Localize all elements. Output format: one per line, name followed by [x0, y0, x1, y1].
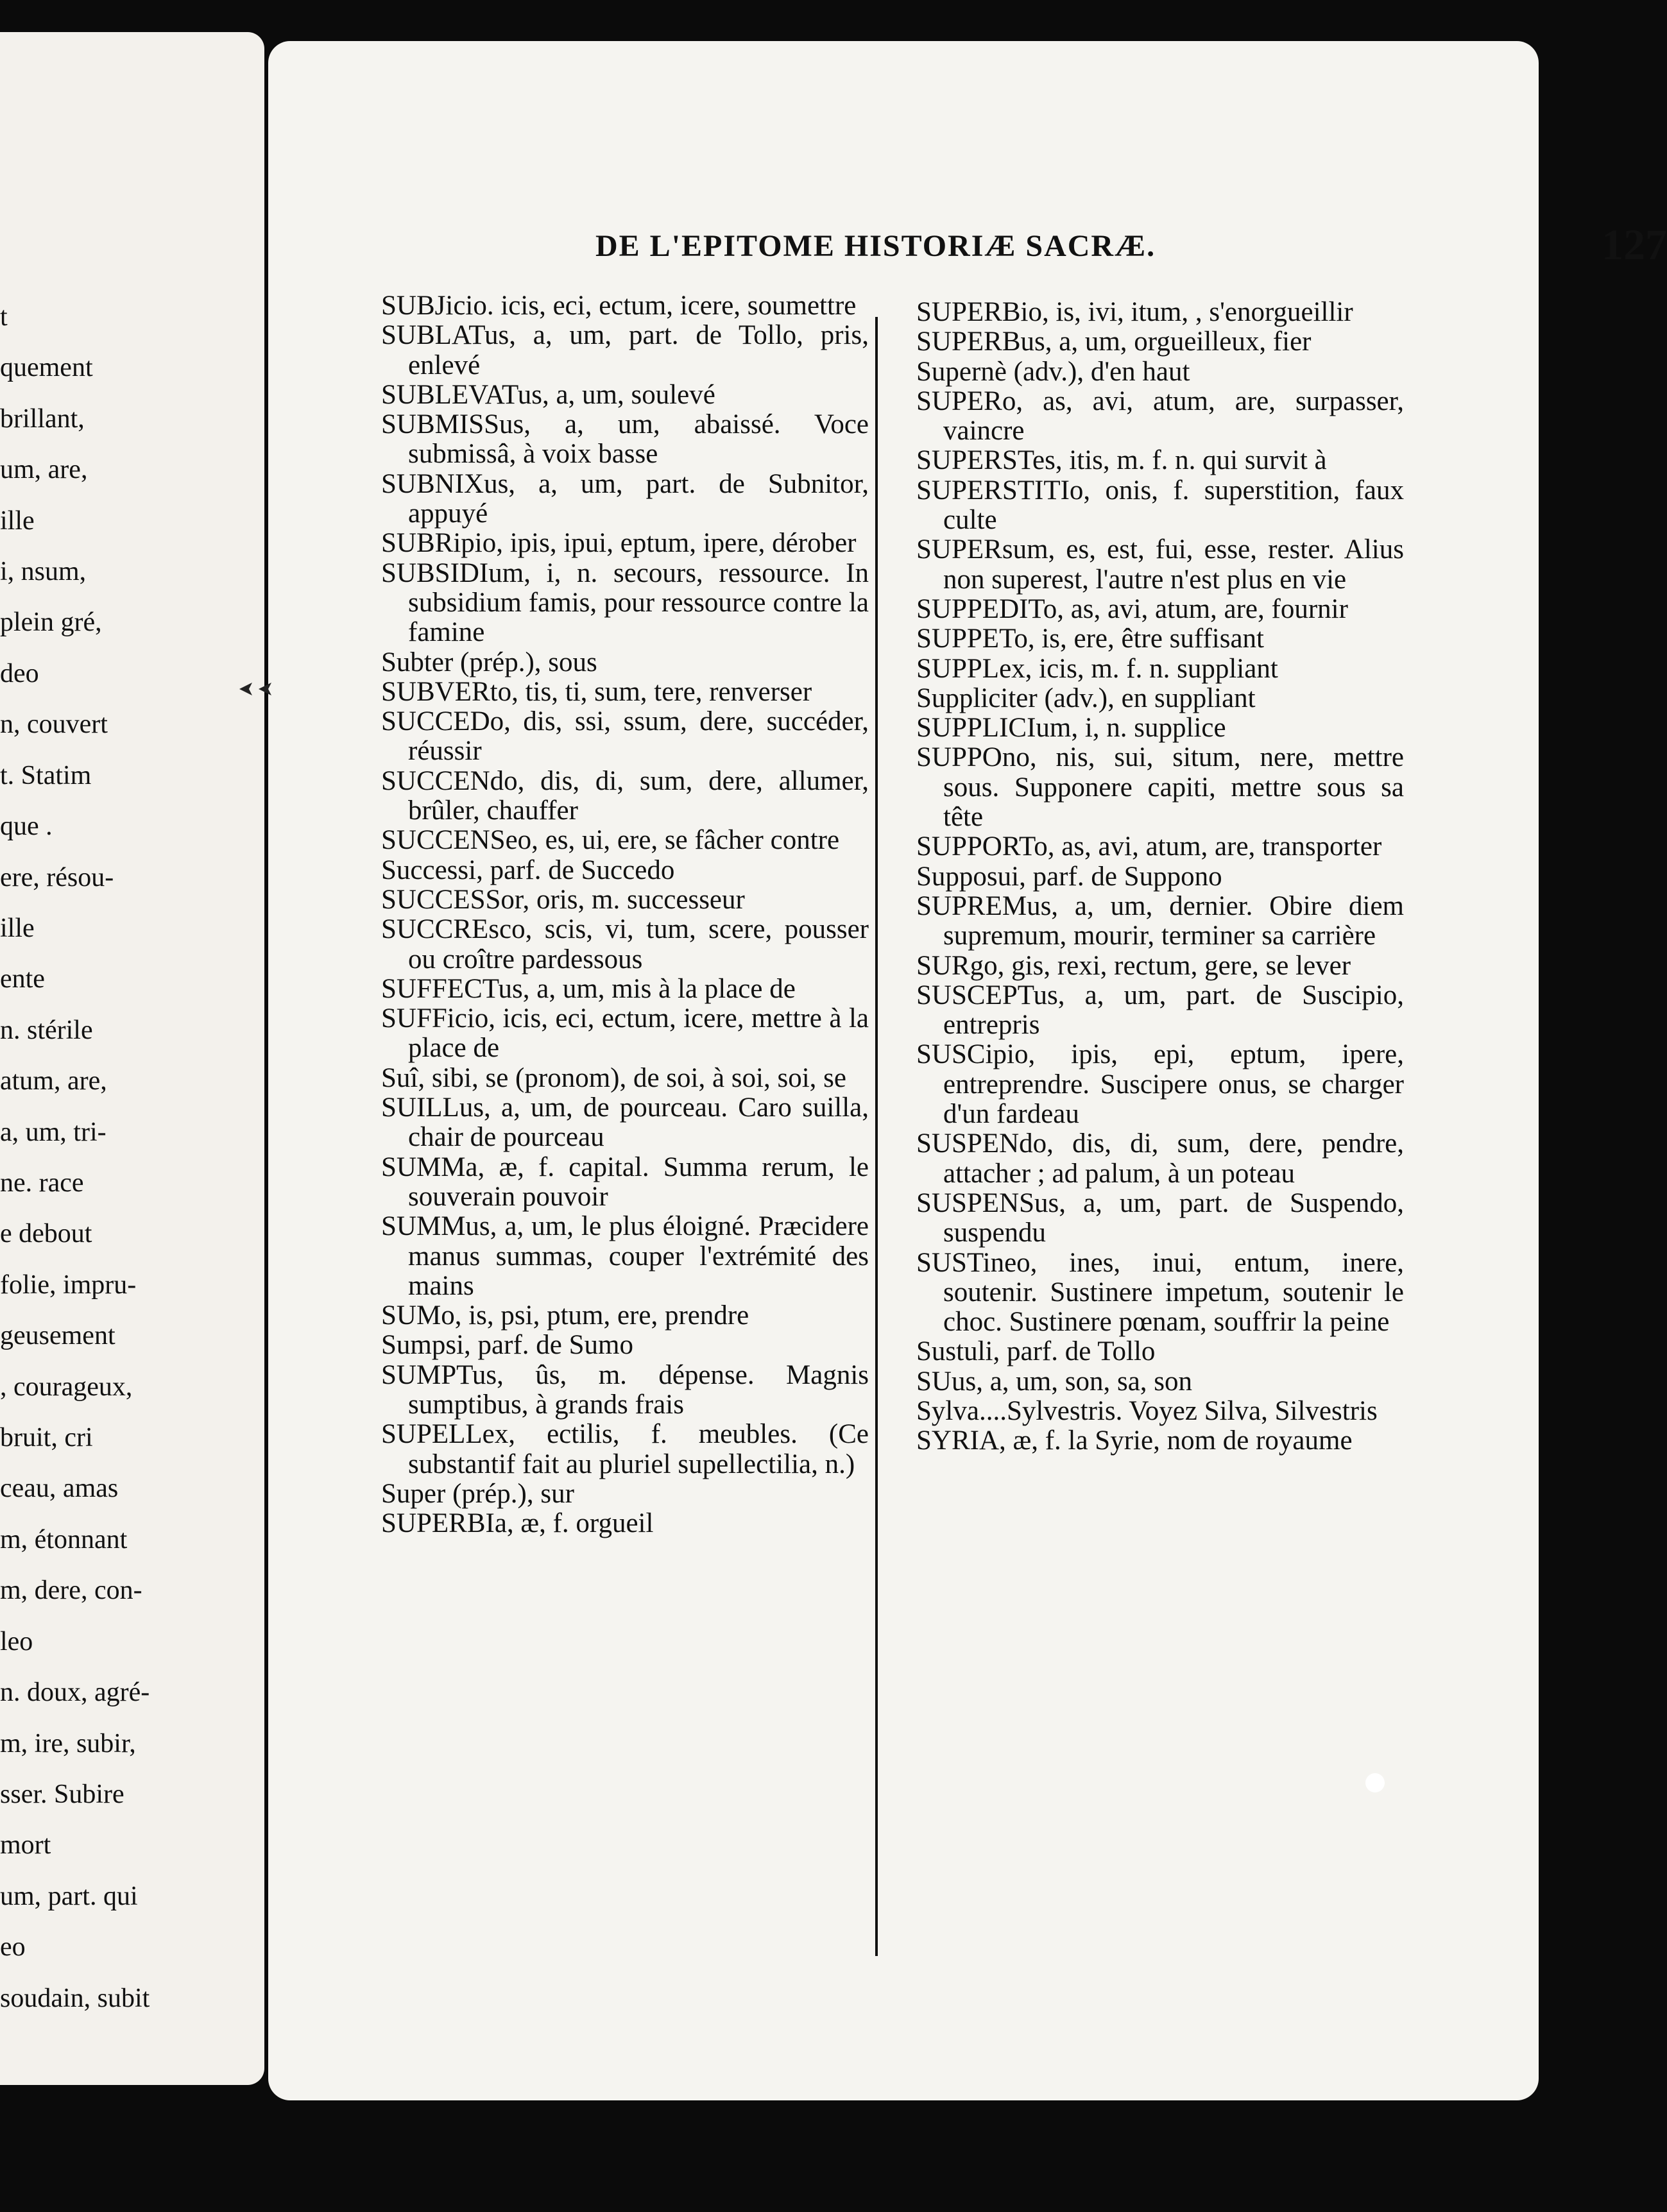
- paper-speck: [1365, 1773, 1385, 1792]
- dictionary-entry: SUPPETo, is, ere, être suffisant: [916, 624, 1264, 654]
- dictionary-entry: Super (prép.), sur: [381, 1478, 574, 1509]
- left-page-fragment: ille: [0, 506, 35, 536]
- dictionary-entry: SUSCipio, ipis, epi, eptum, ipere, entreprendre. Suscipere onus, se charger d'un fardeau: [916, 1039, 1404, 1130]
- dictionary-entry: SUPPEDITo, as, avi, atum, are, fournir: [916, 593, 1348, 624]
- page-number: 127: [1602, 220, 1667, 269]
- dictionary-entry: SYRIA, æ, f. la Syrie, nom de royaume: [916, 1425, 1353, 1456]
- dictionary-entry: SUSPENSus, a, um, part. de Suspendo, suspendu: [916, 1187, 1404, 1248]
- dictionary-entry: SUMMus, a, um, le plus éloigné. Præcidere manus summas, couper l'extrémité des mains: [381, 1211, 869, 1301]
- dictionary-entry: Sylva....Sylvestris. Voyez Silva, Silvestris: [916, 1395, 1378, 1426]
- running-title: DE L'EPITOME HISTORIÆ SACRÆ.: [595, 229, 1156, 263]
- left-page-fragment: t. Statim: [0, 760, 92, 790]
- left-page-fragment: atum, are,: [0, 1066, 107, 1096]
- left-page-fragment: , courageux,: [0, 1372, 133, 1402]
- binding-mark-icon: [236, 670, 275, 708]
- dictionary-entry: SUBVERto, tis, ti, sum, tere, renverser: [381, 676, 812, 707]
- column-divider: [875, 317, 878, 1956]
- dictionary-entry: SUus, a, um, son, sa, son: [916, 1366, 1193, 1397]
- dictionary-entry: SUPREMus, a, um, dernier. Obire diem supremum, mourir, terminer sa carrière: [916, 890, 1404, 951]
- dictionary-entry: Subter (prép.), sous: [381, 647, 597, 677]
- dictionary-entry: SUMo, is, psi, ptum, ere, prendre: [381, 1300, 749, 1331]
- dictionary-entry: SUBRipio, ipis, ipui, eptum, ipere, dérober: [381, 528, 857, 559]
- dictionary-entry: SUCCREsco, scis, vi, tum, scere, pousser ou croître pardessous: [381, 914, 869, 974]
- dictionary-entry: SUBMISSus, a, um, abaissé. Voce submissâ, à voix basse: [381, 409, 869, 470]
- dictionary-entry: SUBLATus, a, um, part. de Tollo, pris, enlevé: [381, 320, 869, 380]
- left-page-fragment: ceau, amas: [0, 1474, 119, 1504]
- dictionary-entry: SUPPOno, nis, sui, situm, nere, mettre sous. Supponere capiti, mettre sous sa tête: [916, 742, 1404, 833]
- page-header: [595, 219, 1667, 271]
- dictionary-entry: SUPERBio, is, ivi, itum, , s'enorgueillir: [916, 297, 1353, 327]
- dictionary-entry: SUCCENSeo, es, ui, ere, se fâcher contre: [381, 825, 840, 856]
- dictionary-entry: SUPERSTITIo, onis, f. superstition, faux culte: [916, 475, 1404, 536]
- left-page-fragment: n, couvert: [0, 710, 108, 740]
- dictionary-entry: SUBJicio. icis, eci, ectum, icere, soumettre: [381, 291, 857, 321]
- left-page-fragment: quement: [0, 353, 93, 383]
- dictionary-entry: SUSCEPTus, a, um, part. de Suscipio, entrepris: [916, 980, 1404, 1041]
- left-page-fragment: e debout: [0, 1219, 92, 1249]
- dictionary-entry: SUSTineo, ines, inui, entum, inere, soutenir. Sustinere impetum, soutenir le choc. Sustinere pœnam, souffrir la peine: [916, 1247, 1404, 1338]
- left-page-fragment: t: [0, 302, 8, 332]
- dictionary-entry: SUPERBIa, æ, f. orgueil: [381, 1508, 654, 1539]
- dictionary-entry: SUFFicio, icis, eci, ectum, icere, mettre à la place de: [381, 1003, 869, 1064]
- left-page-fragment: um, part. qui: [0, 1881, 138, 1911]
- left-page-fragment: brillant,: [0, 404, 85, 434]
- dictionary-entry: Successi, parf. de Succedo: [381, 855, 675, 885]
- dictionary-entry: SUFFECTus, a, um, mis à la place de: [381, 973, 796, 1004]
- left-page-fragment: ente: [0, 964, 45, 994]
- dictionary-entry: SUILLus, a, um, de pourceau. Caro suilla, chair de pourceau: [381, 1093, 869, 1153]
- left-page-fragment: que .: [0, 812, 53, 842]
- dictionary-entry: SUSPENdo, dis, di, sum, dere, pendre, attacher ; ad palum, à un poteau: [916, 1128, 1404, 1189]
- dictionary-entry: Supernè (adv.), d'en haut: [916, 356, 1190, 387]
- dictionary-entry: SUBLEVATus, a, um, soulevé: [381, 379, 715, 410]
- left-page-fragment: ille: [0, 913, 35, 943]
- dictionary-entry: SUPERBus, a, um, orgueilleux, fier: [916, 327, 1312, 357]
- dictionary-entry: SUMPTus, ûs, m. dépense. Magnis sumptibus, à grands frais: [381, 1359, 869, 1420]
- left-page-fragment: n. doux, agré-: [0, 1678, 150, 1708]
- dictionary-column-right: [916, 298, 1404, 1456]
- left-page-fragment: eo: [0, 1932, 26, 1962]
- dictionary-entry: Sustuli, parf. de Tollo: [916, 1336, 1156, 1367]
- dictionary-entry: SUCCENdo, dis, di, sum, dere, allumer, brûler, chauffer: [381, 765, 869, 826]
- dictionary-entry: SUPERo, as, avi, atum, are, surpasser, vaincre: [916, 386, 1404, 447]
- dictionary-entry: SUPPLex, icis, m. f. n. suppliant: [916, 653, 1278, 684]
- left-page-fragment: n. stérile: [0, 1015, 93, 1045]
- left-page-fragment: plein gré,: [0, 608, 102, 638]
- left-page-fragment: geusement: [0, 1321, 115, 1351]
- dictionary-entry: Suppliciter (adv.), en suppliant: [916, 683, 1256, 713]
- left-page-fragment: mort: [0, 1830, 51, 1860]
- left-page-fragment: ere, résou-: [0, 862, 114, 892]
- dictionary-entry: SUBNIXus, a, um, part. de Subnitor, appuyé: [381, 468, 869, 529]
- left-page: [0, 32, 264, 2085]
- dictionary-entry: SUPELLex, ectilis, f. meubles. (Ce substantif fait au pluriel supellectilia, n.): [381, 1419, 869, 1479]
- dictionary-entry: SUCCEDo, dis, ssi, ssum, dere, succéder, réussir: [381, 706, 869, 767]
- dictionary-entry: Suî, sibi, se (pronom), de soi, à soi, soi, se: [381, 1062, 846, 1093]
- left-page-fragment: m, ire, subir,: [0, 1728, 136, 1758]
- left-page-fragment: m, étonnant: [0, 1524, 128, 1554]
- left-page-fragment: bruit, cri: [0, 1423, 93, 1453]
- right-page: [268, 41, 1667, 2100]
- left-page-fragment: sser. Subire: [0, 1779, 124, 1809]
- left-page-fragment: i, nsum,: [0, 557, 87, 587]
- dictionary-entry: SUMMa, æ, f. capital. Summa rerum, le souverain pouvoir: [381, 1152, 869, 1212]
- dictionary-entry: SUBSIDIum, i, n. secours, ressource. In subsidium famis, pour ressource contre la famine: [381, 557, 869, 648]
- left-page-fragment: folie, impru-: [0, 1270, 137, 1300]
- dictionary-entry: SUPPORTo, as, avi, atum, are, transporter: [916, 831, 1382, 862]
- dictionary-entry: SUCCESSor, oris, m. successeur: [381, 884, 745, 915]
- left-page-fragment: deo: [0, 658, 39, 688]
- dictionary-entry: Supposui, parf. de Suppono: [916, 861, 1222, 892]
- dictionary-entry: SUPERsum, es, est, fui, esse, rester. Alius non superest, l'autre n'est plus en vie: [916, 534, 1404, 595]
- dictionary-entry: SURgo, gis, rexi, rectum, gere, se lever: [916, 950, 1351, 981]
- dictionary-entry: Sumpsi, parf. de Sumo: [381, 1330, 633, 1361]
- dictionary-entry: SUPERSTes, itis, m. f. n. qui survit à: [916, 445, 1327, 476]
- left-page-fragment: ne. race: [0, 1168, 84, 1198]
- dictionary-entry: SUPPLICIum, i, n. supplice: [916, 713, 1226, 744]
- left-page-fragment: m, dere, con-: [0, 1576, 142, 1606]
- left-page-fragment: um, are,: [0, 455, 88, 485]
- left-page-fragment: leo: [0, 1626, 33, 1656]
- left-page-fragment: soudain, subit: [0, 1983, 150, 2013]
- dictionary-column-left: [381, 291, 869, 1538]
- left-page-fragment: a, um, tri-: [0, 1117, 107, 1147]
